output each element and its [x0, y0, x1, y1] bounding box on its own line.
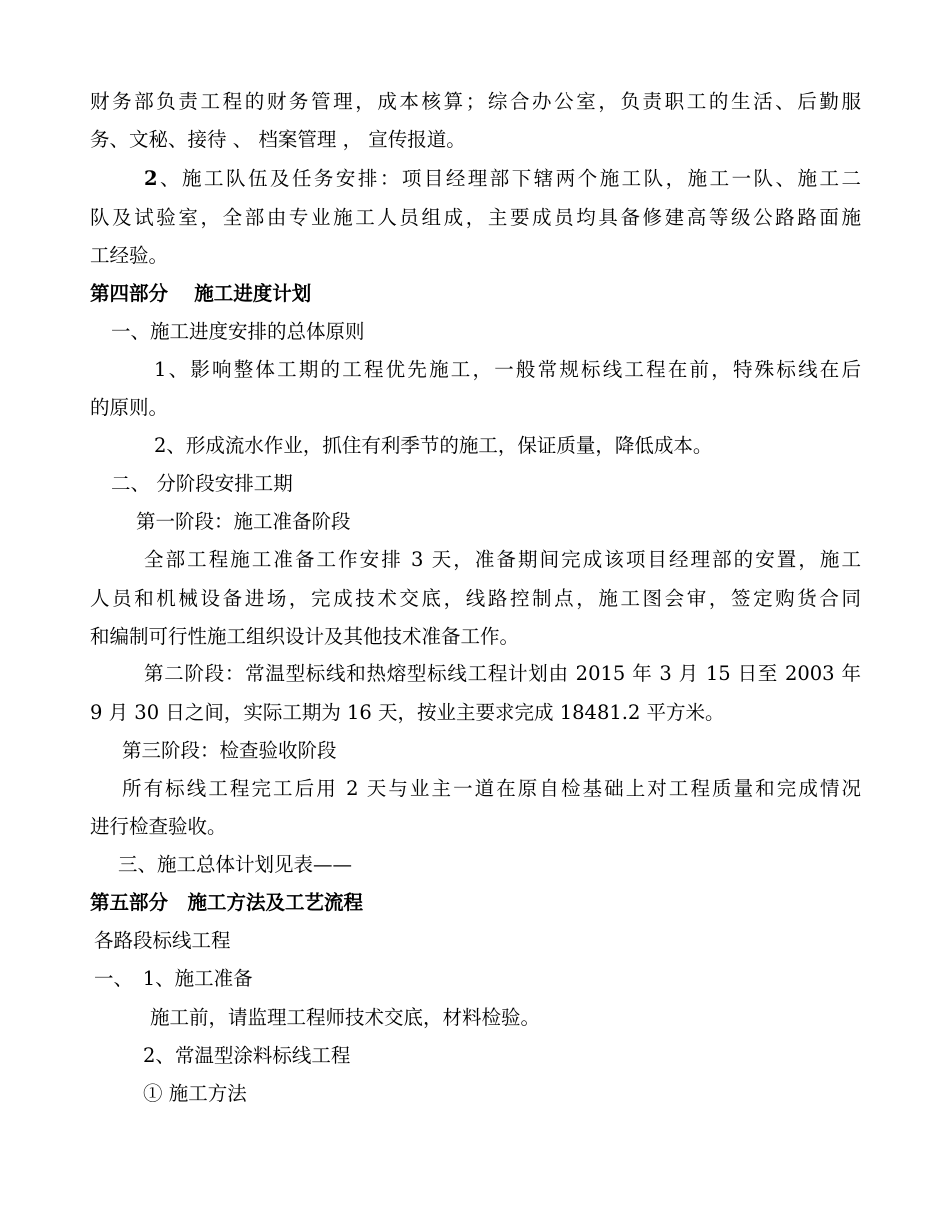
- subsection-heading: 三、施工总体计划见表——: [118, 853, 353, 876]
- subsection-heading: 二、 分阶段安排工期: [111, 472, 293, 495]
- text-line: 1、影响整体工期的工程优先施工，一般常规标线工程在前，特殊标线在后: [154, 358, 861, 381]
- text-line: 各路段标线工程: [94, 929, 231, 952]
- stage-heading: 第三阶段：检查验收阶段: [122, 739, 337, 762]
- text-line: 财务部负责工程的财务管理，成本核算；综合办公室，负责职工的生活、后勤服: [90, 90, 861, 113]
- text-line: 2、形成流水作业，抓住有利季节的施工，保证质量，降低成本。: [154, 434, 713, 457]
- text-line: 务、文秘、接待 、 档案管理 ， 宣传报道。: [90, 128, 466, 151]
- text-line: 2、常温型涂料标线工程: [143, 1044, 351, 1067]
- stage-heading: 第一阶段：施工准备阶段: [136, 510, 351, 533]
- text-line: 队及试验室，全部由专业施工人员组成，主要成员均具备修建高等级公路路面施: [90, 206, 861, 229]
- text-line: 一、 1、施工准备: [94, 967, 253, 990]
- text-line: 的原则。: [90, 396, 169, 419]
- text-line: 和编制可行性施工组织设计及其他技术准备工作。: [90, 625, 520, 648]
- section-heading: 第四部分 施工进度计划: [90, 282, 312, 305]
- section-heading: 第五部分 施工方法及工艺流程: [90, 891, 364, 914]
- text-line: 9 月 30 日之间，实际工期为 16 天，按业主要求完成 18481.2 平方米。: [90, 701, 725, 724]
- text-line: 全部工程施工准备工作安排 3 天，准备期间完成该项目经理部的安置，施工: [144, 548, 861, 571]
- text-line: 所有标线工程完工后用 2 天与业主一道在原自检基础上对工程质量和完成情况: [122, 777, 861, 800]
- text-line: [144, 166, 861, 192]
- text-line: 进行检查验收。: [90, 815, 227, 838]
- subsection-heading: 一、施工进度安排的总体原则: [111, 320, 365, 343]
- item-text: 、施工队伍及任务安排：项目经理部下辖两个施工队，施工一队、施工二: [157, 167, 861, 190]
- text-line: 工经验。: [90, 244, 169, 267]
- item-number: 2: [144, 167, 158, 190]
- text-line: 第二阶段：常温型标线和热熔型标线工程计划由 2015 年 3 月 15 日至 2003 年: [144, 662, 861, 685]
- text-line: 施工前，请监理工程师技术交底，材料检验。: [150, 1006, 541, 1029]
- text-line: ① 施工方法: [143, 1082, 247, 1105]
- text-line: 人员和机械设备进场，完成技术交底，线路控制点，施工图会审，签定购货合同: [90, 587, 861, 610]
